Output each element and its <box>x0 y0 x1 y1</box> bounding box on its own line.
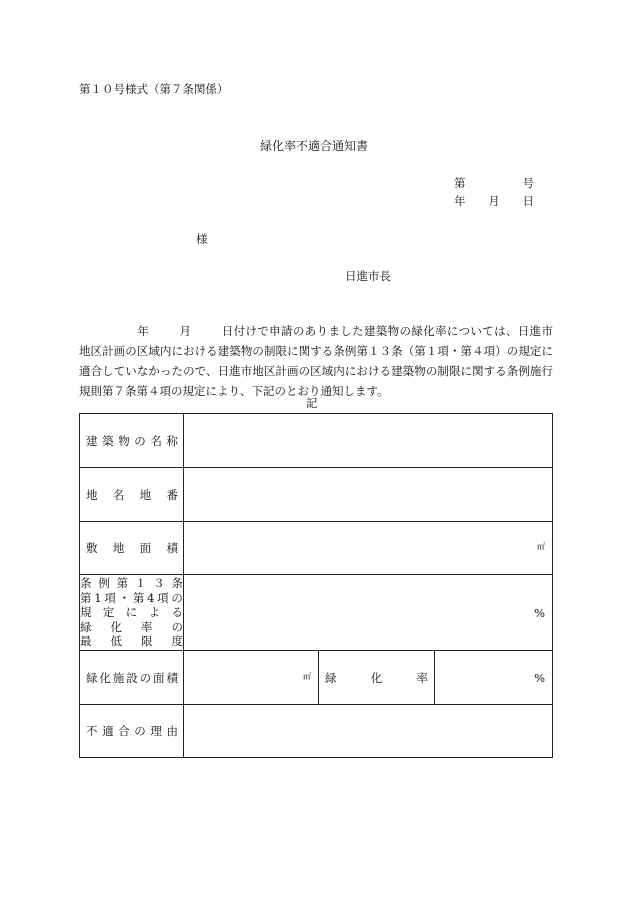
green-ratio-value[interactable] <box>435 651 553 705</box>
detail-table <box>79 413 553 758</box>
green-area-label-char-3: 施 <box>112 670 125 685</box>
site-area-label-char-2: 地 <box>112 541 125 555</box>
site-area-label <box>80 540 183 556</box>
building-name-label-cell <box>80 414 184 468</box>
number-suffix: 号 <box>522 176 534 190</box>
body-month: 月 <box>179 324 192 338</box>
building-name-label-char-6: 称 <box>166 433 178 448</box>
row-site-area <box>80 522 553 575</box>
date-month: 月 <box>488 194 500 208</box>
date-day: 日 <box>522 194 534 208</box>
document-date-line <box>454 193 534 209</box>
min-ratio-line-2-char-5: 第 <box>132 590 145 605</box>
green-area-label-char-4: 設 <box>126 670 138 685</box>
green-area-label <box>80 670 183 686</box>
min-ratio-line-1-char-5: ３ <box>153 576 165 591</box>
lot-label-char-3: 地 <box>139 487 152 502</box>
min-ratio-line-2-char-2: 1 <box>94 590 102 605</box>
min-ratio-line-1-char-1: 条 <box>80 576 92 591</box>
site-area-label-char-4: 積 <box>166 541 178 555</box>
row-green-area <box>80 651 553 705</box>
lot-value[interactable] <box>184 468 553 522</box>
body-year: 年 <box>137 324 150 338</box>
green-area-label-char-2: 化 <box>99 670 111 685</box>
document-title: 緑化率不適合通知書 <box>260 139 369 153</box>
building-name-label-char-5: 名 <box>150 433 162 448</box>
min-ratio-line-2-char-6: 4 <box>147 590 155 605</box>
min-ratio-line-1-char-3: 第 <box>116 576 129 591</box>
lot-label-char-1: 地 <box>86 487 98 502</box>
nonconform-label <box>80 723 183 739</box>
min-ratio-line-5-char-2: 低 <box>110 634 122 649</box>
green-ratio-label-char-3: 率 <box>416 670 428 685</box>
nonconform-label-char-4: の <box>134 724 146 738</box>
nonconform-label-cell <box>80 705 184 758</box>
lot-label <box>80 487 183 503</box>
min-ratio-value[interactable] <box>184 575 553 651</box>
min-ratio-line-1-char-6: 条 <box>171 576 183 591</box>
site-area-label-cell <box>80 522 184 575</box>
green-ratio-label <box>325 670 428 686</box>
green-area-label-char-7: 積 <box>166 670 178 685</box>
lot-label-char-4: 番 <box>166 487 178 502</box>
min-ratio-line-1-char-4: １ <box>134 576 147 591</box>
nonconform-label-char-3: 合 <box>118 724 130 738</box>
green-area-unit: ㎡ <box>303 671 311 681</box>
building-name-value[interactable] <box>184 414 553 468</box>
min-ratio-unit: % <box>534 605 546 620</box>
min-ratio-line-3-char-1: 規 <box>80 605 92 620</box>
min-ratio-line-2-char-7: 項 <box>157 590 169 605</box>
min-ratio-line-5-char-3: 限 <box>141 634 153 649</box>
green-ratio-label-char-1: 緑 <box>325 670 337 685</box>
min-ratio-line-1 <box>80 576 183 591</box>
number-prefix: 第 <box>454 176 466 190</box>
min-ratio-label <box>80 575 184 651</box>
nonconform-label-char-2: 適 <box>102 724 114 738</box>
green-area-label-char-6: 面 <box>153 670 165 685</box>
min-ratio-line-5-char-4: 度 <box>171 634 183 649</box>
notice-body <box>79 321 553 401</box>
nonconform-label-char-1: 不 <box>86 724 98 738</box>
document-number-line <box>454 175 534 191</box>
addressee-suffix: 様 <box>196 232 208 246</box>
min-ratio-line-3 <box>80 605 183 620</box>
site-area-label-char-3: 面 <box>139 541 152 555</box>
min-ratio-line-3-char-3: に <box>125 605 138 620</box>
green-area-label-char-1: 緑 <box>86 670 98 685</box>
min-ratio-line-3-char-4: よ <box>148 605 161 620</box>
nonconform-label-char-5: 理 <box>150 724 162 738</box>
row-nonconform <box>80 705 553 758</box>
green-ratio-label-cell <box>319 651 435 705</box>
green-area-label-char-5: の <box>139 670 152 685</box>
min-ratio-line-4-char-3: 率 <box>141 619 153 634</box>
min-ratio-line-3-char-2: 定 <box>102 605 115 620</box>
lot-label-char-2: 名 <box>112 487 125 502</box>
min-ratio-line-5 <box>80 634 183 649</box>
site-area-label-char-1: 敷 <box>86 541 98 555</box>
min-ratio-line-4-char-1: 緑 <box>80 619 92 634</box>
min-ratio-line-2-char-8: の <box>171 590 183 605</box>
row-building-name <box>80 414 553 468</box>
min-ratio-line-2-char-3: 項 <box>104 590 116 605</box>
building-name-label-char-1: 建 <box>86 433 98 448</box>
building-name-label-char-4: の <box>134 433 146 448</box>
row-min-ratio <box>80 575 553 651</box>
nonconform-label-char-6: 由 <box>166 724 178 738</box>
form-number: 第１０号様式（第７条関係） <box>79 82 229 96</box>
site-area-value[interactable] <box>184 522 553 575</box>
green-ratio-unit: % <box>534 670 546 685</box>
site-area-unit: ㎡ <box>537 542 546 551</box>
green-ratio-label-char-2: 化 <box>370 670 383 685</box>
min-ratio-line-4 <box>80 620 183 635</box>
body-text: 日付けで申請のありました建築物の緑化率については、日進市地区計画の区域内における建築物の制限に関する条例第１３条（第１項・第４項）の規定に適合していなかったので、日進市地区計画の区域内における建築物の制限に関する条例施行規則第７条第４項の規定により、下記のとおり通知します。 <box>79 324 553 398</box>
green-area-label-cell <box>80 651 184 705</box>
min-ratio-line-5-char-1: 最 <box>80 634 92 649</box>
building-name-label-char-3: 物 <box>118 433 130 448</box>
issuer: 日進市長 <box>345 269 391 283</box>
green-area-value[interactable] <box>184 651 319 705</box>
min-ratio-line-4-char-4: の <box>171 619 183 634</box>
nonconform-value[interactable] <box>184 705 553 758</box>
min-ratio-line-3-char-5: る <box>171 605 183 620</box>
building-name-label-char-2: 築 <box>102 433 114 448</box>
min-ratio-line-1-char-2: 例 <box>98 576 110 591</box>
min-ratio-line-2-char-4: ・ <box>118 590 131 605</box>
lot-label-cell <box>80 468 184 522</box>
min-ratio-line-2-char-1: 第 <box>80 590 92 605</box>
ki-heading: 記 <box>306 396 318 410</box>
date-year: 年 <box>454 194 466 208</box>
building-name-label <box>80 433 183 449</box>
min-ratio-line-2 <box>80 591 183 606</box>
min-ratio-line-4-char-2: 化 <box>110 619 122 634</box>
row-lot <box>80 468 553 522</box>
